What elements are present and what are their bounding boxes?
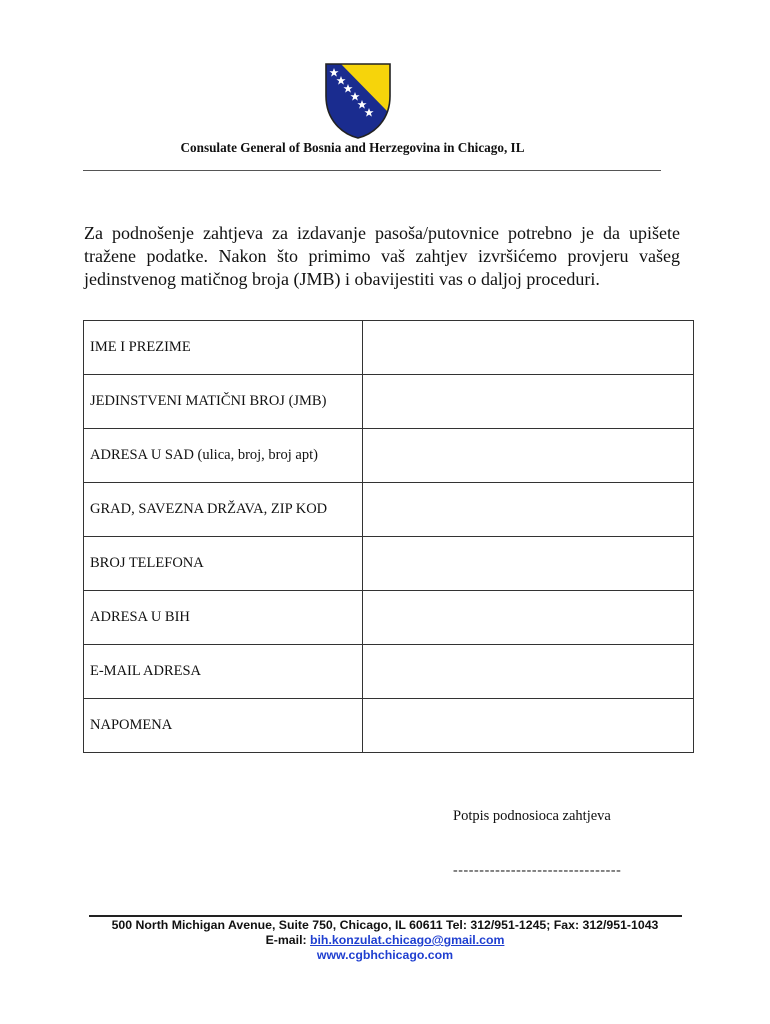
- field-value-phone[interactable]: [363, 537, 694, 591]
- coat-of-arms-icon: [324, 62, 392, 140]
- table-row: [84, 699, 694, 753]
- signature-line[interactable]: --------------------------------: [453, 863, 622, 878]
- field-value-note[interactable]: [363, 699, 694, 753]
- field-label-name: IME I PREZIME: [84, 321, 363, 375]
- table-row: [84, 591, 694, 645]
- consulate-title: Consulate General of Bosnia and Herzegovina in Chicago, IL: [180, 140, 525, 155]
- field-value-jmb[interactable]: [363, 375, 694, 429]
- footer-website-line: [60, 948, 710, 962]
- field-label-note: NAPOMENA: [84, 699, 363, 753]
- field-value-name[interactable]: [363, 321, 694, 375]
- field-label-jmb: JEDINSTVENI MATIČNI BROJ (JMB): [84, 375, 363, 429]
- footer-email-link[interactable]: bih.konzulat.chicago@gmail.com: [310, 933, 505, 947]
- table-row: [84, 483, 694, 537]
- field-label-email: E-MAIL ADRESA: [84, 645, 363, 699]
- table-row: [84, 645, 694, 699]
- footer-divider: [89, 915, 682, 917]
- field-label-bih-address: ADRESA U BIH: [84, 591, 363, 645]
- header-divider: [83, 170, 661, 171]
- footer-email-label: E-mail:: [265, 933, 307, 947]
- field-label-city-state-zip: GRAD, SAVEZNA DRŽAVA, ZIP KOD: [84, 483, 363, 537]
- field-value-us-address[interactable]: [363, 429, 694, 483]
- application-form-table: [83, 320, 694, 753]
- footer-address: 500 North Michigan Avenue, Suite 750, Chicago, IL 60611 Tel: 312/951-1245; Fax: 312/951-1043: [111, 918, 659, 932]
- table-row: [84, 321, 694, 375]
- field-value-city-state-zip[interactable]: [363, 483, 694, 537]
- table-row: [84, 537, 694, 591]
- footer-website-link[interactable]: www.cgbhchicago.com: [316, 948, 454, 962]
- field-label-us-address: ADRESA U SAD (ulica, broj, broj apt): [84, 429, 363, 483]
- field-label-phone: BROJ TELEFONA: [84, 537, 363, 591]
- table-row: [84, 429, 694, 483]
- field-value-bih-address[interactable]: [363, 591, 694, 645]
- intro-paragraph: Za podnošenje zahtjeva za izdavanje pasoša/putovnice potrebno je da upišete tražene podatke. Nakon što primimo vaš zahtjev izvršićemo provjeru vašeg jedinstvenog matičnog broja (JMB) i obavijestiti vas o daljoj proceduri.: [84, 223, 680, 289]
- table-row: [84, 375, 694, 429]
- footer-email-line: [60, 933, 710, 947]
- signature-label: Potpis podnosioca zahtjeva: [453, 808, 611, 824]
- field-value-email[interactable]: [363, 645, 694, 699]
